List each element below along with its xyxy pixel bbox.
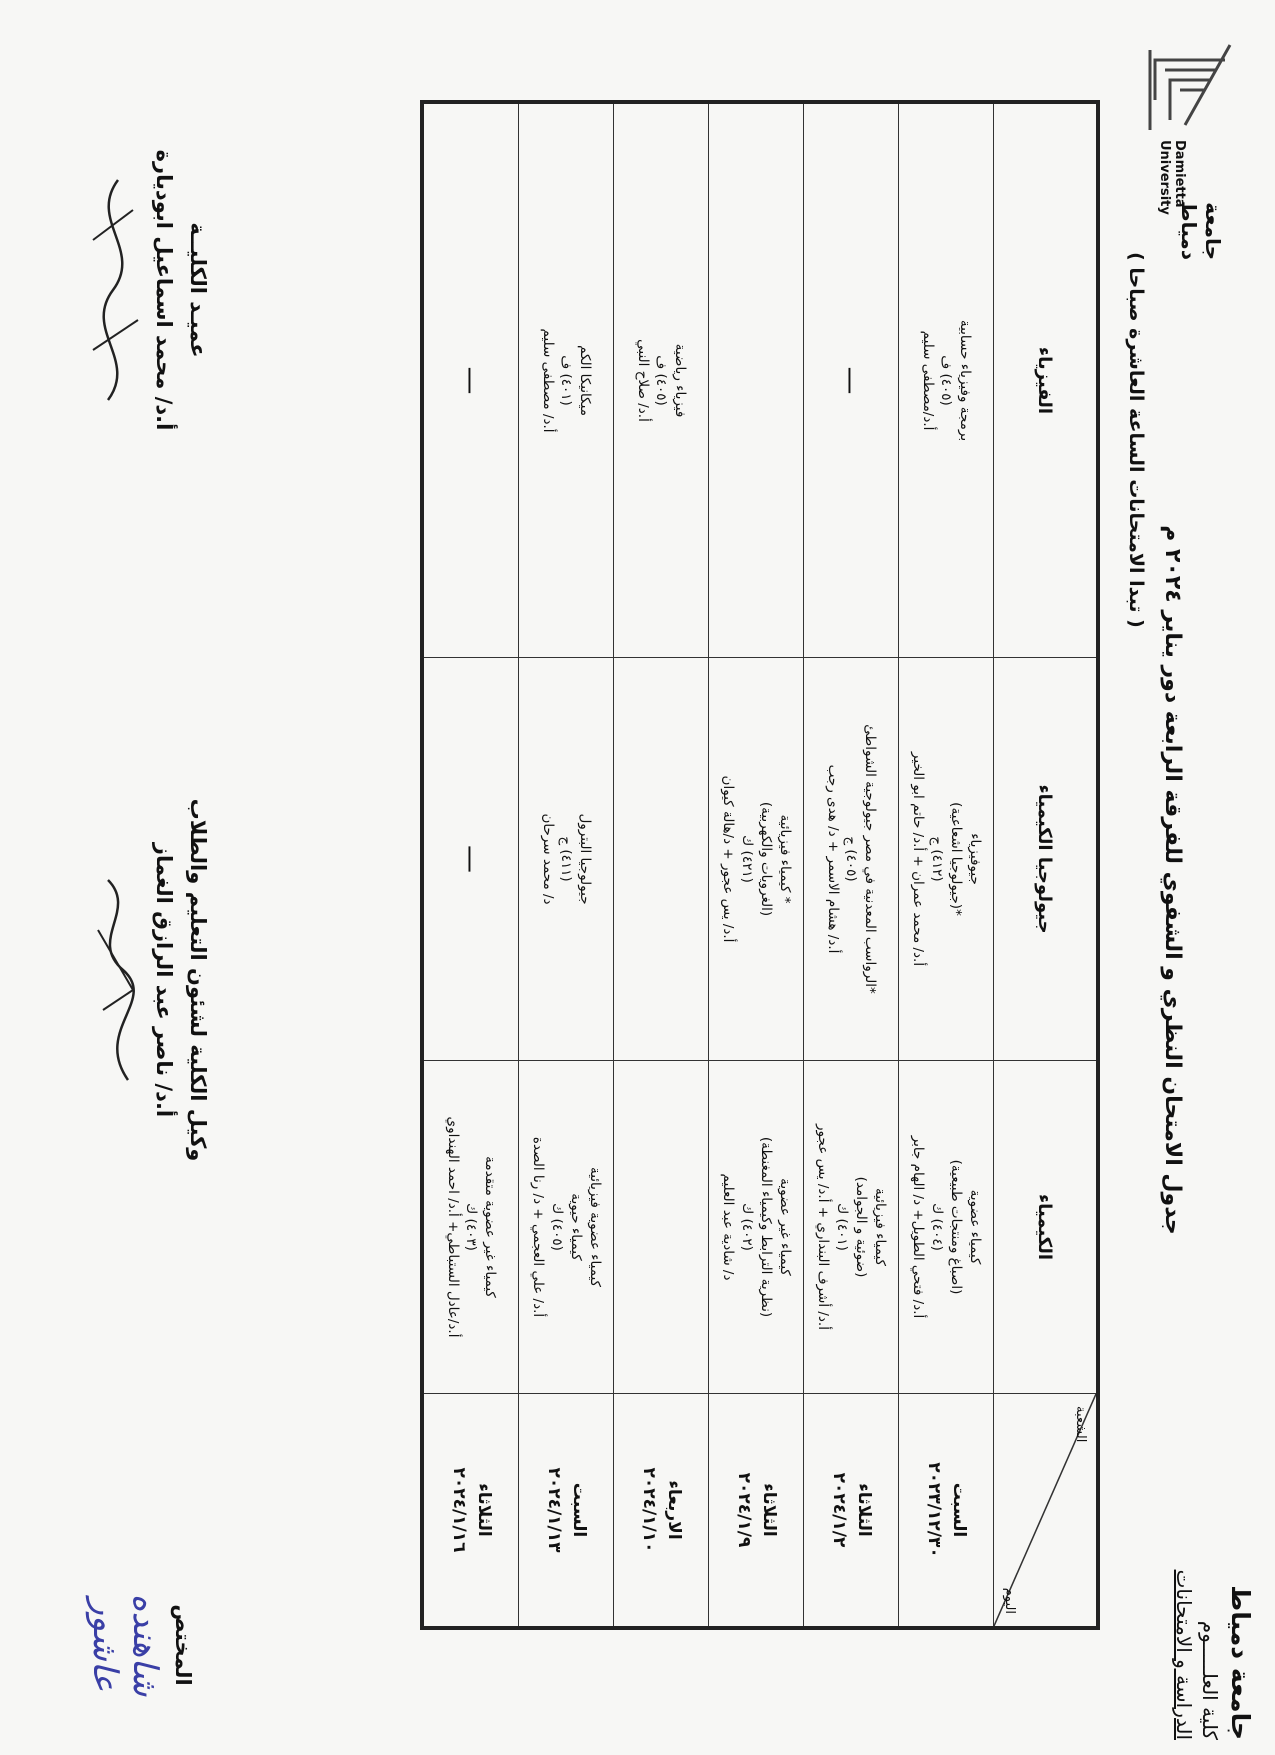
exam-cell-line: (٤٠٥) ف <box>653 355 670 406</box>
department-name: الدراسة و الامتحانات <box>1172 1569 1196 1740</box>
exam-cell-line: برمجة وفيزياء حسابية <box>957 319 974 442</box>
exam-cell <box>709 102 804 658</box>
day-name: السبت <box>949 1482 970 1538</box>
exam-cell <box>804 1061 899 1394</box>
dean-block <box>74 80 210 500</box>
exam-cell-line: (٤٠٢) ك <box>739 1203 755 1251</box>
table-row <box>519 102 614 1628</box>
exam-cell <box>519 102 614 658</box>
exam-cell-line: — <box>835 366 868 395</box>
vice-dean-block <box>74 720 210 1240</box>
day-name: الثلاثاء <box>759 1483 780 1537</box>
exam-cell-line: (٤٢١) ك <box>739 835 755 883</box>
day-date: ٢٠٢٤/١/١٣ <box>544 1467 564 1553</box>
day-cell <box>614 1394 709 1629</box>
exam-cell-line: أ.د/مصطفى سليم <box>919 330 936 431</box>
exam-cell-line: جيوفيزياء <box>966 833 983 885</box>
exam-cell <box>422 1061 519 1394</box>
day-name: الثلاثاء <box>854 1483 875 1537</box>
exam-cell-line: (٤١١) ج <box>558 836 575 882</box>
dean-title: عميـد الكليــة <box>186 222 210 358</box>
logo-arabic-text: جامعة دمياط <box>1177 200 1225 260</box>
exam-cell <box>804 658 899 1061</box>
exam-cell <box>519 1061 614 1394</box>
logo-english-text: Damietta University <box>1157 140 1187 215</box>
exam-cell-line: أ.د/ هشام الاسمر + د/ هدى رجب <box>824 764 841 954</box>
header-block <box>1172 1500 1255 1740</box>
exam-cell-line: أ.د/ أشرف البنداري + أ.د/ يس عجور <box>815 1124 832 1330</box>
corner-header <box>994 1394 1099 1629</box>
exam-table <box>420 100 1100 1630</box>
exam-cell-line: كيمياء فيزيائية <box>871 1187 888 1267</box>
exam-cell <box>614 102 709 658</box>
exam-cell-line: أ.د/ يس عجور + د/هالة كيوان <box>720 775 737 943</box>
page-title: جدول الامتحان النظري و الشفوي للفرقة الرابعة دور يناير ٢٠٢٤ م <box>1160 525 1185 1235</box>
exam-cell-line: — <box>455 845 488 873</box>
table-row <box>709 102 804 1628</box>
specialist-block <box>85 1560 195 1730</box>
exam-cell-line: أ.د/ صلاح النبي <box>634 339 651 422</box>
exam-cell <box>422 658 519 1061</box>
exam-cell-line: — <box>455 366 488 395</box>
vice-dean-signature-icon <box>78 870 148 1090</box>
table-row <box>614 102 709 1628</box>
exam-cell-line: كيمياء غير عضوية <box>776 1178 793 1276</box>
table-row <box>422 102 519 1628</box>
column-header-chemistry: الكيمياء <box>994 1061 1099 1394</box>
day-cell <box>804 1394 899 1629</box>
exam-cell-line: *(جيولوجيا اشعاعية) <box>947 802 964 916</box>
exam-cell-line: أ.د/عادل الستباطي+ أ.د/ احمد الهنداوي <box>444 1116 461 1338</box>
exam-cell-line: (٤٠٥) ف <box>938 355 955 406</box>
exam-cell <box>614 1061 709 1394</box>
exam-cell-line: (٤٠٣) ك <box>463 1203 480 1251</box>
exam-cell-line: (٤٠١) ف <box>558 355 575 406</box>
exam-cell-line: أ.د/ مصطفى سليم <box>539 328 556 433</box>
exam-cell <box>709 658 804 1061</box>
day-name: السبت <box>569 1482 590 1538</box>
day-date: ٢٠٢٤/١/٩ <box>734 1472 754 1548</box>
exam-cell-line: د/ محمد سرحان <box>539 813 556 905</box>
day-cell <box>899 1394 994 1629</box>
exam-cell-line: فيزياء رياضية <box>672 343 689 418</box>
day-date: ٢٠٢٣/١٢/٣٠ <box>924 1462 944 1558</box>
exam-cell-line: *الرواسب المعدنية في مصر جيولوجية الشواطئ <box>862 724 879 994</box>
corner-bottom-label: اليوم <box>1002 1587 1017 1614</box>
exam-cell <box>899 102 994 658</box>
day-cell <box>709 1394 804 1629</box>
exam-cell-line: (اصباغ ومنتجات طبيعية) <box>947 1159 964 1295</box>
exam-cell-line: أ.د/ فتحي الطويل+ د/ الهام جابر <box>910 1135 927 1319</box>
day-cell <box>519 1394 614 1629</box>
exam-cell-line: كيمياء حيوية <box>567 1193 584 1261</box>
exam-cell-line: د/ شادية عبد العليم <box>720 1173 737 1281</box>
exam-cell-line: (نظرية الترابط وكيمياء المغنطة) <box>757 1136 774 1318</box>
vice-dean-name: أ.د/ ناصر عبد الرازق الغماز <box>152 842 176 1118</box>
exam-cell-line: (٤٠١) ك <box>834 1203 850 1251</box>
table-row <box>899 102 994 1628</box>
exam-cell-line: (الغرويات والكهربية) <box>757 801 774 917</box>
day-date: ٢٠٢٤/١/٢ <box>829 1472 849 1548</box>
exam-cell <box>804 102 899 658</box>
exam-cell <box>422 102 519 658</box>
exam-cell-line: (٤٠٤) ك <box>929 1203 945 1251</box>
exam-cell <box>709 1061 804 1394</box>
university-name: جامعة دمياط <box>1226 1585 1255 1740</box>
page-subtitle: ( تبدا الامتحانات الساعة العاشرة صباحا ) <box>1125 252 1147 628</box>
exam-cell-line: جيولوجيا البترول <box>577 813 594 905</box>
exam-cell <box>519 658 614 1061</box>
exam-cell-line: أ.د/ علي العجمي + د/ رنا الصدة <box>530 1136 547 1318</box>
exam-table-body <box>422 102 994 1628</box>
exam-cell-line: كيمياء عضوية فيزيائية <box>586 1166 603 1288</box>
day-date: ٢٠٢٤/١/١٠ <box>639 1467 659 1553</box>
exam-cell-line: كيمياء غير عضوية متقدمة <box>482 1156 499 1298</box>
exam-cell-line: (٤٠٥) ج <box>843 836 860 882</box>
exam-cell <box>899 658 994 1061</box>
column-header-physics: الفيزياء <box>994 102 1099 658</box>
exam-cell-line: أ.د/ محمد عمران + أ.د/ حاتم ابو الخير <box>910 751 927 967</box>
dean-signature-icon <box>78 170 148 410</box>
day-cell <box>422 1394 519 1629</box>
exam-cell-line: ميكانيكا الكم <box>577 345 594 416</box>
table-row <box>804 102 899 1628</box>
corner-top-label: الشعبة <box>1073 1406 1088 1443</box>
dean-name: أ.د/ محمد اسماعيل ابوديارة <box>152 149 176 431</box>
day-name: الثلاثاء <box>474 1483 495 1537</box>
exam-cell-line: (٤٠٥) ك <box>549 1203 565 1251</box>
exam-cell-line: (ضوئية و الجوامد) <box>852 1176 869 1278</box>
exam-cell-line: كيمياء عضوية <box>966 1189 983 1265</box>
exam-cell <box>614 658 709 1061</box>
specialist-title: المختص <box>171 1604 195 1686</box>
faculty-name: كلية العلـــــوم <box>1198 1620 1222 1740</box>
column-header-geochem: جيولوجيا الكيمياء <box>994 658 1099 1061</box>
specialist-signature: شاهنده عاشور <box>85 1593 165 1697</box>
exam-cell-line: * كيمياء فيزيائية <box>776 814 793 904</box>
day-name: الاربعاء <box>664 1480 685 1540</box>
day-date: ٢٠٢٤/١/١٦ <box>449 1467 469 1553</box>
exam-cell-line: (٤١٢) ج <box>929 836 945 882</box>
exam-cell <box>899 1061 994 1394</box>
vice-dean-title: وكيل الكلية لشئون التعليم والطلاب <box>186 798 210 1162</box>
